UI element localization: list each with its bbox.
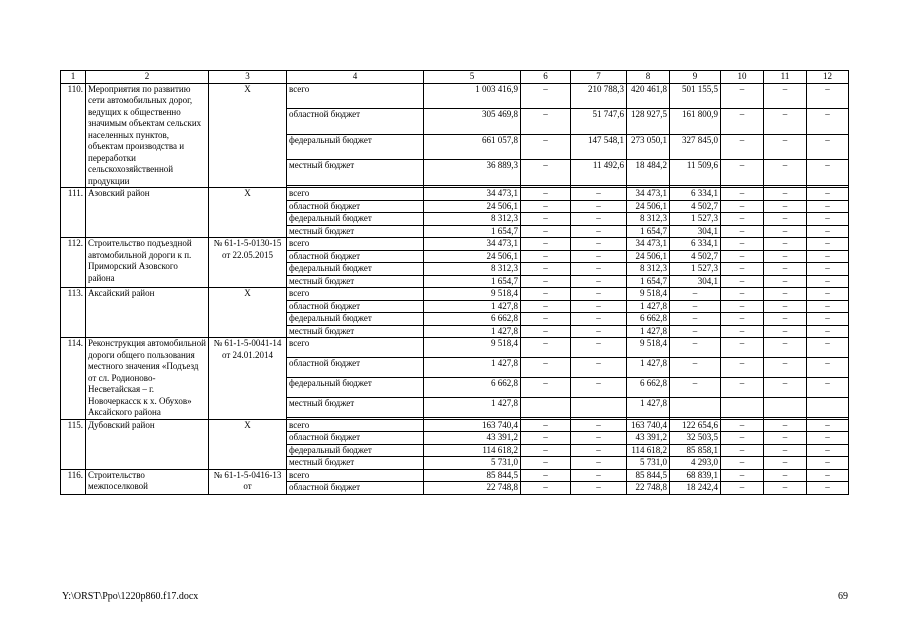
funding-source: федеральный бюджет bbox=[287, 263, 424, 276]
value-cell: 1 527,3 bbox=[670, 213, 721, 226]
value-cell: – bbox=[521, 377, 571, 397]
value-cell: – bbox=[807, 419, 849, 432]
value-cell: 6 334,1 bbox=[670, 238, 721, 251]
funding-source: местный бюджет bbox=[287, 457, 424, 470]
row-number: 116. bbox=[61, 469, 86, 494]
value-cell: – bbox=[571, 263, 627, 276]
value-cell: – bbox=[521, 482, 571, 495]
value-cell: – bbox=[807, 109, 849, 135]
value-cell: – bbox=[721, 444, 764, 457]
document-ref: № 61-1-5-0416-13 от bbox=[209, 469, 287, 494]
funding-source: всего bbox=[287, 188, 424, 201]
table-row bbox=[61, 83, 849, 109]
column-header: 6 bbox=[521, 71, 571, 84]
value-cell: 1 654,7 bbox=[627, 225, 670, 238]
column-header: 10 bbox=[721, 71, 764, 84]
funding-source: всего bbox=[287, 338, 424, 358]
value-cell: – bbox=[764, 377, 807, 397]
column-header: 2 bbox=[86, 71, 209, 84]
value-cell: – bbox=[764, 200, 807, 213]
value-cell: – bbox=[571, 469, 627, 482]
value-cell: 501 155,5 bbox=[670, 83, 721, 109]
event-name: Строительство подъездной автомобильной дороги к п. Приморский Азовского района bbox=[86, 238, 209, 288]
column-header: 11 bbox=[764, 71, 807, 84]
value-cell: 1 003 416,9 bbox=[424, 83, 521, 109]
value-cell: – bbox=[721, 238, 764, 251]
value-cell: – bbox=[807, 275, 849, 288]
value-cell: – bbox=[521, 444, 571, 457]
value-cell: – bbox=[764, 419, 807, 432]
value-cell: – bbox=[764, 288, 807, 301]
value-cell: 305 469,8 bbox=[424, 109, 521, 135]
funding-source: всего bbox=[287, 83, 424, 109]
value-cell: – bbox=[807, 357, 849, 377]
value-cell: – bbox=[807, 288, 849, 301]
value-cell: – bbox=[807, 377, 849, 397]
footer-file-path: Y:\ORST\Ppo\1220p860.f17.docx bbox=[62, 591, 199, 602]
value-cell: – bbox=[721, 325, 764, 338]
value-cell: – bbox=[721, 432, 764, 445]
value-cell: – bbox=[521, 275, 571, 288]
document-ref: № 61-1-5-0041-14 от 24.01.2014 bbox=[209, 338, 287, 420]
row-number: 112. bbox=[61, 238, 86, 288]
value-cell: – bbox=[807, 444, 849, 457]
value-cell: – bbox=[521, 188, 571, 201]
value-cell: – bbox=[521, 300, 571, 313]
document-ref: Х bbox=[209, 83, 287, 188]
value-cell: 304,1 bbox=[670, 275, 721, 288]
value-cell: – bbox=[807, 263, 849, 276]
value-cell: – bbox=[807, 188, 849, 201]
value-cell bbox=[571, 397, 627, 417]
funding-source: областной бюджет bbox=[287, 200, 424, 213]
value-cell: 1 427,8 bbox=[424, 325, 521, 338]
event-name: Аксайский район bbox=[86, 288, 209, 338]
value-cell: – bbox=[807, 200, 849, 213]
value-cell: – bbox=[721, 250, 764, 263]
value-cell: 18 242,4 bbox=[670, 482, 721, 495]
value-cell: – bbox=[721, 457, 764, 470]
funding-source: федеральный бюджет bbox=[287, 377, 424, 397]
value-cell: – bbox=[721, 83, 764, 109]
value-cell: 6 662,8 bbox=[627, 313, 670, 326]
value-cell: – bbox=[521, 83, 571, 109]
footer-page-number: 69 bbox=[838, 591, 848, 602]
value-cell: 114 618,2 bbox=[627, 444, 670, 457]
value-cell: – bbox=[521, 263, 571, 276]
value-cell: – bbox=[521, 457, 571, 470]
value-cell: – bbox=[721, 134, 764, 160]
value-cell: – bbox=[764, 275, 807, 288]
value-cell: 43 391,2 bbox=[627, 432, 670, 445]
value-cell: – bbox=[571, 275, 627, 288]
value-cell: 18 484,2 bbox=[627, 160, 670, 186]
value-cell: – bbox=[571, 300, 627, 313]
value-cell: – bbox=[764, 188, 807, 201]
value-cell: – bbox=[764, 238, 807, 251]
value-cell: – bbox=[670, 313, 721, 326]
value-cell: 4 502,7 bbox=[670, 200, 721, 213]
value-cell: 6 662,8 bbox=[424, 313, 521, 326]
value-cell: – bbox=[807, 250, 849, 263]
table-row bbox=[61, 469, 849, 482]
value-cell: – bbox=[721, 313, 764, 326]
value-cell: – bbox=[764, 300, 807, 313]
value-cell: 11 509,6 bbox=[670, 160, 721, 186]
funding-source: местный бюджет bbox=[287, 225, 424, 238]
budget-table bbox=[60, 70, 849, 495]
funding-source: федеральный бюджет bbox=[287, 313, 424, 326]
value-cell: 11 492,6 bbox=[571, 160, 627, 186]
value-cell: – bbox=[521, 225, 571, 238]
value-cell: 1 527,3 bbox=[670, 263, 721, 276]
value-cell: 8 312,3 bbox=[424, 263, 521, 276]
value-cell: – bbox=[807, 338, 849, 358]
value-cell: 85 858,1 bbox=[670, 444, 721, 457]
value-cell: – bbox=[571, 325, 627, 338]
value-cell: 163 740,4 bbox=[627, 419, 670, 432]
value-cell: – bbox=[764, 250, 807, 263]
value-cell: – bbox=[721, 109, 764, 135]
document-ref: Х bbox=[209, 288, 287, 338]
value-cell: – bbox=[764, 313, 807, 326]
value-cell: – bbox=[670, 357, 721, 377]
funding-source: областной бюджет bbox=[287, 300, 424, 313]
value-cell: – bbox=[521, 338, 571, 358]
value-cell: – bbox=[571, 457, 627, 470]
value-cell: 24 506,1 bbox=[627, 250, 670, 263]
value-cell: – bbox=[521, 160, 571, 186]
value-cell: 9 518,4 bbox=[424, 338, 521, 358]
document-ref: Х bbox=[209, 419, 287, 469]
funding-source: областной бюджет bbox=[287, 432, 424, 445]
funding-source: местный бюджет bbox=[287, 397, 424, 417]
value-cell: 32 503,5 bbox=[670, 432, 721, 445]
column-header: 4 bbox=[287, 71, 424, 84]
column-header: 12 bbox=[807, 71, 849, 84]
value-cell: – bbox=[807, 469, 849, 482]
value-cell: – bbox=[807, 213, 849, 226]
value-cell: 8 312,3 bbox=[424, 213, 521, 226]
value-cell: – bbox=[571, 482, 627, 495]
value-cell: 34 473,1 bbox=[424, 188, 521, 201]
value-cell: – bbox=[764, 457, 807, 470]
value-cell: – bbox=[764, 482, 807, 495]
value-cell: – bbox=[670, 300, 721, 313]
value-cell: – bbox=[721, 263, 764, 276]
value-cell: 1 427,8 bbox=[627, 325, 670, 338]
value-cell: – bbox=[721, 200, 764, 213]
value-cell: – bbox=[571, 200, 627, 213]
column-header: 9 bbox=[670, 71, 721, 84]
document-ref: Х bbox=[209, 188, 287, 238]
value-cell: – bbox=[721, 225, 764, 238]
value-cell: – bbox=[764, 263, 807, 276]
funding-source: всего bbox=[287, 238, 424, 251]
value-cell: 34 473,1 bbox=[424, 238, 521, 251]
funding-source: областной бюджет bbox=[287, 482, 424, 495]
value-cell: 4 502,7 bbox=[670, 250, 721, 263]
funding-source: местный бюджет bbox=[287, 275, 424, 288]
value-cell: 8 312,3 bbox=[627, 263, 670, 276]
row-number: 111. bbox=[61, 188, 86, 238]
table-row bbox=[61, 288, 849, 301]
value-cell: – bbox=[807, 300, 849, 313]
funding-source: местный бюджет bbox=[287, 160, 424, 186]
value-cell: 6 334,1 bbox=[670, 188, 721, 201]
value-cell: – bbox=[807, 325, 849, 338]
funding-source: федеральный бюджет bbox=[287, 444, 424, 457]
funding-source: всего bbox=[287, 469, 424, 482]
column-header: 8 bbox=[627, 71, 670, 84]
value-cell: 1 654,7 bbox=[424, 275, 521, 288]
value-cell: – bbox=[571, 357, 627, 377]
value-cell: – bbox=[521, 313, 571, 326]
value-cell: – bbox=[764, 109, 807, 135]
value-cell: – bbox=[571, 188, 627, 201]
value-cell: – bbox=[764, 357, 807, 377]
value-cell: – bbox=[807, 225, 849, 238]
value-cell: 327 845,0 bbox=[670, 134, 721, 160]
event-name: Азовский район bbox=[86, 188, 209, 238]
value-cell: – bbox=[521, 238, 571, 251]
value-cell: 273 050,1 bbox=[627, 134, 670, 160]
value-cell: – bbox=[807, 238, 849, 251]
value-cell: – bbox=[721, 357, 764, 377]
header-row bbox=[61, 71, 849, 84]
value-cell: – bbox=[807, 160, 849, 186]
value-cell: – bbox=[807, 134, 849, 160]
table-row bbox=[61, 338, 849, 358]
value-cell: – bbox=[721, 275, 764, 288]
value-cell: – bbox=[721, 300, 764, 313]
value-cell: 304,1 bbox=[670, 225, 721, 238]
value-cell: 22 748,8 bbox=[424, 482, 521, 495]
value-cell: 1 427,8 bbox=[627, 300, 670, 313]
column-header: 3 bbox=[209, 71, 287, 84]
value-cell: – bbox=[571, 377, 627, 397]
funding-source: областной бюджет bbox=[287, 109, 424, 135]
value-cell: 34 473,1 bbox=[627, 238, 670, 251]
value-cell: – bbox=[571, 238, 627, 251]
value-cell: 9 518,4 bbox=[424, 288, 521, 301]
value-cell: – bbox=[764, 225, 807, 238]
value-cell: 51 747,6 bbox=[571, 109, 627, 135]
row-number: 110. bbox=[61, 83, 86, 188]
value-cell: 9 518,4 bbox=[627, 288, 670, 301]
event-name: Реконструкция автомобильной дороги общего пользования местного значения «Подъезд от сл. Родионово-Несветайская – г. Новочеркасск к х. Обухов» Аксайского района bbox=[86, 338, 209, 420]
event-name: Строительство межпоселковой bbox=[86, 469, 209, 494]
value-cell: – bbox=[721, 469, 764, 482]
value-cell: 1 654,7 bbox=[424, 225, 521, 238]
value-cell: 9 518,4 bbox=[627, 338, 670, 358]
value-cell: – bbox=[521, 469, 571, 482]
column-header: 5 bbox=[424, 71, 521, 84]
value-cell: – bbox=[521, 213, 571, 226]
value-cell: 24 506,1 bbox=[627, 200, 670, 213]
value-cell: – bbox=[721, 482, 764, 495]
table-row bbox=[61, 238, 849, 251]
value-cell: 122 654,6 bbox=[670, 419, 721, 432]
value-cell: 1 427,8 bbox=[627, 357, 670, 377]
value-cell: – bbox=[764, 213, 807, 226]
value-cell: – bbox=[807, 432, 849, 445]
value-cell: 5 731,0 bbox=[424, 457, 521, 470]
value-cell: – bbox=[721, 288, 764, 301]
value-cell: – bbox=[521, 200, 571, 213]
value-cell: – bbox=[721, 419, 764, 432]
value-cell: – bbox=[807, 313, 849, 326]
value-cell: – bbox=[670, 288, 721, 301]
event-name: Дубовский район bbox=[86, 419, 209, 469]
value-cell: – bbox=[721, 188, 764, 201]
table-row bbox=[61, 188, 849, 201]
value-cell: 68 839,1 bbox=[670, 469, 721, 482]
value-cell: – bbox=[521, 288, 571, 301]
value-cell: 6 662,8 bbox=[424, 377, 521, 397]
value-cell: 163 740,4 bbox=[424, 419, 521, 432]
funding-source: федеральный бюджет bbox=[287, 134, 424, 160]
document-ref: № 61-1-5-0130-15 от 22.05.2015 bbox=[209, 238, 287, 288]
value-cell: – bbox=[670, 377, 721, 397]
value-cell: – bbox=[721, 160, 764, 186]
value-cell: 85 844,5 bbox=[424, 469, 521, 482]
value-cell bbox=[721, 397, 764, 417]
value-cell: 161 800,9 bbox=[670, 109, 721, 135]
value-cell: – bbox=[764, 325, 807, 338]
value-cell: 128 927,5 bbox=[627, 109, 670, 135]
value-cell: 114 618,2 bbox=[424, 444, 521, 457]
value-cell: – bbox=[764, 444, 807, 457]
event-name: Мероприятия по развитию сети автомобильных дорог, ведущих к общественно значимым объектам сельских населенных пунктов, объектам производства и переработки сельскохозяйственной продукции bbox=[86, 83, 209, 188]
value-cell: – bbox=[721, 338, 764, 358]
value-cell bbox=[670, 397, 721, 417]
value-cell: 1 427,8 bbox=[424, 397, 521, 417]
value-cell: 24 506,1 bbox=[424, 200, 521, 213]
value-cell: – bbox=[764, 338, 807, 358]
value-cell: 6 662,8 bbox=[627, 377, 670, 397]
value-cell: – bbox=[571, 250, 627, 263]
table-row bbox=[61, 419, 849, 432]
funding-source: всего bbox=[287, 288, 424, 301]
value-cell: – bbox=[807, 457, 849, 470]
value-cell: – bbox=[721, 377, 764, 397]
value-cell: – bbox=[571, 444, 627, 457]
value-cell: 5 731,0 bbox=[627, 457, 670, 470]
value-cell: 8 312,3 bbox=[627, 213, 670, 226]
value-cell: – bbox=[807, 482, 849, 495]
row-number: 113. bbox=[61, 288, 86, 338]
value-cell bbox=[807, 397, 849, 417]
value-cell: – bbox=[764, 432, 807, 445]
column-header: 7 bbox=[571, 71, 627, 84]
value-cell: – bbox=[521, 134, 571, 160]
value-cell: – bbox=[521, 109, 571, 135]
value-cell: 1 427,8 bbox=[627, 397, 670, 417]
value-cell: 22 748,8 bbox=[627, 482, 670, 495]
value-cell bbox=[521, 397, 571, 417]
value-cell: – bbox=[670, 338, 721, 358]
funding-source: всего bbox=[287, 419, 424, 432]
value-cell: 210 788,3 bbox=[571, 83, 627, 109]
value-cell: – bbox=[521, 325, 571, 338]
value-cell: – bbox=[807, 83, 849, 109]
value-cell: – bbox=[521, 419, 571, 432]
value-cell: 4 293,0 bbox=[670, 457, 721, 470]
value-cell: – bbox=[571, 338, 627, 358]
value-cell: 1 427,8 bbox=[424, 300, 521, 313]
value-cell: 1 654,7 bbox=[627, 275, 670, 288]
value-cell bbox=[764, 397, 807, 417]
row-number: 115. bbox=[61, 419, 86, 469]
value-cell: – bbox=[521, 250, 571, 263]
value-cell: – bbox=[571, 213, 627, 226]
value-cell: – bbox=[764, 83, 807, 109]
value-cell: – bbox=[571, 288, 627, 301]
value-cell: 1 427,8 bbox=[424, 357, 521, 377]
column-header: 1 bbox=[61, 71, 86, 84]
value-cell: 420 461,8 bbox=[627, 83, 670, 109]
funding-source: федеральный бюджет bbox=[287, 213, 424, 226]
value-cell: – bbox=[521, 357, 571, 377]
value-cell: – bbox=[571, 225, 627, 238]
value-cell: – bbox=[764, 134, 807, 160]
value-cell: 34 473,1 bbox=[627, 188, 670, 201]
value-cell: 85 844,5 bbox=[627, 469, 670, 482]
value-cell: – bbox=[571, 432, 627, 445]
funding-source: областной бюджет bbox=[287, 357, 424, 377]
value-cell: 147 548,1 bbox=[571, 134, 627, 160]
funding-source: областной бюджет bbox=[287, 250, 424, 263]
value-cell: 661 057,8 bbox=[424, 134, 521, 160]
row-number: 114. bbox=[61, 338, 86, 420]
value-cell: – bbox=[721, 213, 764, 226]
value-cell: – bbox=[571, 419, 627, 432]
value-cell: – bbox=[764, 160, 807, 186]
value-cell: 36 889,3 bbox=[424, 160, 521, 186]
value-cell: – bbox=[764, 469, 807, 482]
value-cell: 43 391,2 bbox=[424, 432, 521, 445]
value-cell: – bbox=[521, 432, 571, 445]
value-cell: – bbox=[571, 313, 627, 326]
value-cell: 24 506,1 bbox=[424, 250, 521, 263]
funding-source: местный бюджет bbox=[287, 325, 424, 338]
value-cell: – bbox=[670, 325, 721, 338]
